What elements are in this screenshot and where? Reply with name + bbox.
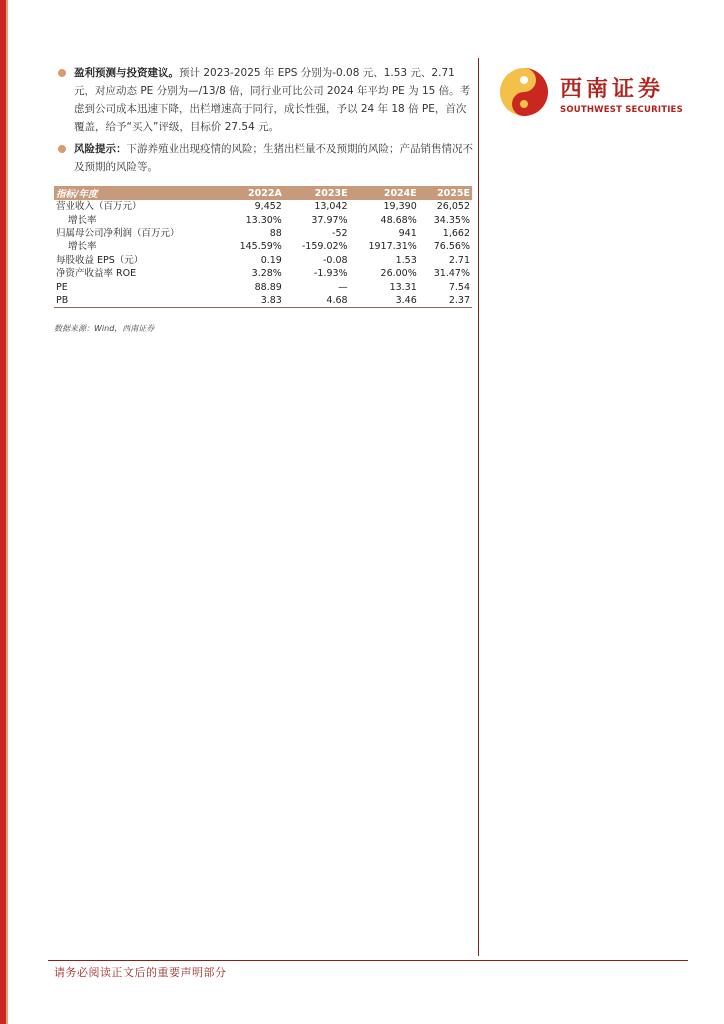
table-cell: 2.71 xyxy=(448,254,470,266)
table-header-cell: 指标/年度 xyxy=(54,186,223,200)
table-cell: 1917.31% xyxy=(368,241,417,253)
paragraph-text: 下游养殖业出现疫情的风险；生猪出栏量不及预期的风险；产品销售情况不及预期的风险等。 xyxy=(74,143,473,173)
table-cell: 2.37 xyxy=(419,294,472,308)
table-cell: — xyxy=(338,281,348,293)
table-cell: 26,052 xyxy=(436,201,470,213)
table-cell: 7.54 xyxy=(448,281,470,293)
table-cell: 76.56% xyxy=(433,241,470,253)
table-row xyxy=(54,294,472,308)
table-cell: 3.28% xyxy=(251,268,282,280)
footer-divider xyxy=(48,960,688,961)
row-label: 增长率 xyxy=(68,214,97,226)
table-row xyxy=(54,213,472,226)
table-cell: 88 xyxy=(269,227,282,239)
financial-forecast-table xyxy=(54,186,472,308)
table-cell: 34.35% xyxy=(433,214,470,226)
table-cell: 1,662 xyxy=(442,227,470,239)
row-label: 营业收入（百万元） xyxy=(56,201,142,213)
table-cell: 9,452 xyxy=(254,201,282,213)
row-label: 净资产收益率 ROE xyxy=(56,268,137,280)
table-cell: -1.93% xyxy=(313,268,348,280)
table-header-cell: 2024E xyxy=(350,186,419,200)
row-label: PB xyxy=(54,294,223,308)
table-cell: 13.30% xyxy=(245,214,282,226)
table-cell: -52 xyxy=(332,227,348,239)
bullet-icon xyxy=(58,69,66,77)
table-header-cell: 2025E xyxy=(419,186,472,200)
row-label: 每股收益 EPS（元） xyxy=(56,254,144,266)
table-header-cell: 2022A xyxy=(223,186,284,200)
table-cell: 941 xyxy=(398,227,417,239)
table-cell: 1.53 xyxy=(395,254,417,266)
paragraph-heading: 盈利预测与投资建议。 xyxy=(74,67,179,79)
paragraph-heading: 风险提示： xyxy=(74,143,127,155)
table-cell: 4.68 xyxy=(284,294,350,308)
table-cell: 13,042 xyxy=(314,201,348,213)
risk-warning-paragraph xyxy=(58,140,474,176)
column-divider xyxy=(478,58,479,956)
table-header-cell: 2023E xyxy=(284,186,350,200)
table-cell: 26.00% xyxy=(380,268,417,280)
table-row xyxy=(54,267,472,280)
table-cell: 3.46 xyxy=(350,294,419,308)
table-row xyxy=(54,200,472,213)
table-cell: -159.02% xyxy=(301,241,348,253)
table-row xyxy=(54,227,472,240)
table-cell: 13.31 xyxy=(389,281,417,293)
table-row xyxy=(54,254,472,267)
company-logo xyxy=(498,66,688,120)
table-row xyxy=(54,240,472,253)
table-cell: 145.59% xyxy=(239,241,282,253)
table-cell: 37.97% xyxy=(311,214,348,226)
logo-emblem-icon xyxy=(498,66,554,122)
table-header-row xyxy=(54,186,472,200)
table-cell: 3.83 xyxy=(223,294,284,308)
table-cell: 88.89 xyxy=(254,281,282,293)
paragraph-text: 预计 2023-2025 年 EPS 分别为-0.08 元、1.53 元、2.71 元，对应动态 PE 分别为—/13/8 倍，同行业可比公司 2024 年平均 PE 为 15 倍。考虑到公司成本迅速下降，出栏增速高于同行，成长性强，予以 24 年 18 倍 PE，首次覆盖，给予“买入”评级，目标价 27.54 元。 xyxy=(74,67,471,133)
data-source-note: 数据来源：Wind，西南证券 xyxy=(54,324,155,333)
table-cell: -0.08 xyxy=(322,254,348,266)
table-cell: 0.19 xyxy=(260,254,282,266)
left-accent-bar xyxy=(0,0,10,1024)
row-label: PE xyxy=(56,281,68,293)
bullet-icon xyxy=(58,145,66,153)
logo-english-name: SOUTHWEST SECURITIES xyxy=(560,105,683,115)
table-cell: 31.47% xyxy=(433,268,470,280)
row-label: 归属母公司净利润（百万元） xyxy=(56,227,180,239)
row-label: 增长率 xyxy=(68,241,97,253)
table-row xyxy=(54,280,472,293)
investment-advice-paragraph xyxy=(58,64,474,136)
table-cell: 19,390 xyxy=(383,201,417,213)
logo-chinese-name: 西南证券 xyxy=(560,76,665,102)
footer-disclaimer: 请务必阅读正文后的重要声明部分 xyxy=(54,966,227,979)
table-cell: 48.68% xyxy=(380,214,417,226)
